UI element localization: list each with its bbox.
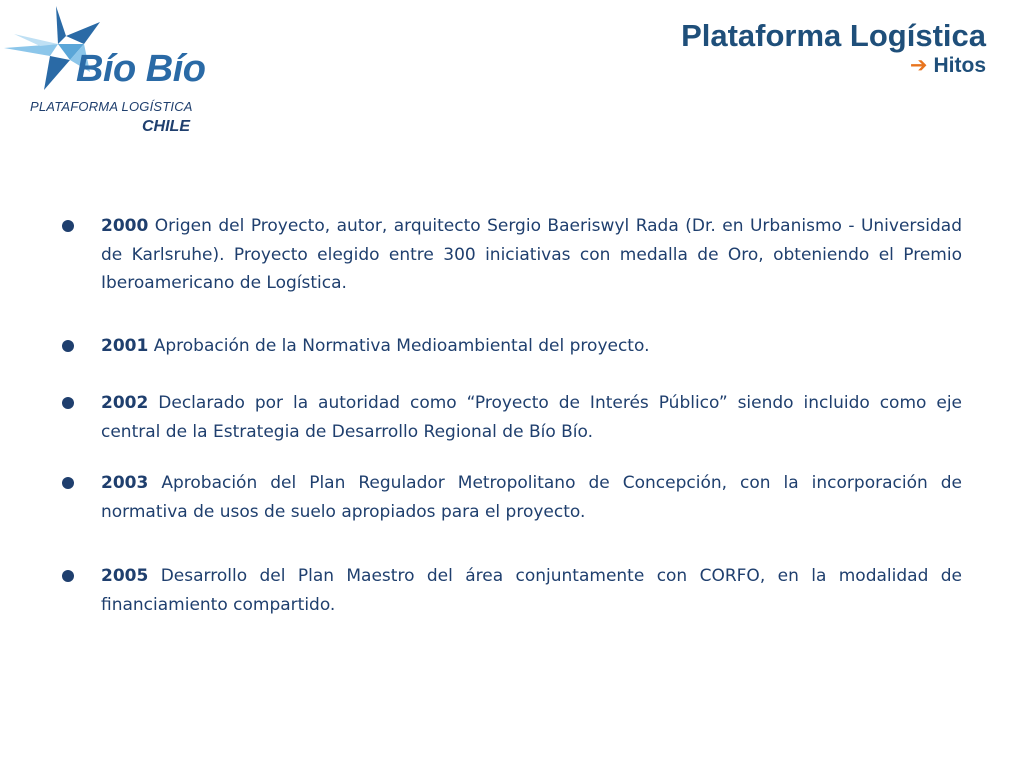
milestone-text <box>101 389 962 446</box>
milestone-text <box>101 332 962 361</box>
milestone-year: 2002 <box>101 393 149 413</box>
milestone-description: Origen del Proyecto, autor, arquitecto Sergio Baeriswyl Rada (Dr. en Urbanismo - Universidad de Karlsruhe). Proyecto elegido entre 300 iniciativas con medalla de Oro, obteniendo el Premio Iberoamericano de Logística. <box>101 216 962 293</box>
logo-country: CHILE <box>142 118 190 135</box>
slide-subtitle <box>681 54 986 78</box>
milestone-year: 2003 <box>101 473 149 493</box>
subtitle-text: Hitos <box>933 53 986 77</box>
logo-wordmark: Bío Bío <box>76 48 206 90</box>
arrow-right-icon: ➔ <box>909 53 928 77</box>
milestone-description: Desarrollo del Plan Maestro del área conjuntamente con CORFO, en la modalidad de financiamiento compartido. <box>101 566 962 615</box>
milestone-description: Declarado por la autoridad como “Proyecto de Interés Público” siendo incluido como eje central de la Estrategia de Desarrollo Regional de Bío Bío. <box>101 393 963 442</box>
logo-tagline: PLATAFORMA LOGÍSTICA <box>30 99 193 114</box>
bullet-dot-icon <box>62 340 74 352</box>
milestone-year: 2000 <box>101 216 149 236</box>
bullet-dot-icon <box>62 570 74 582</box>
bullet-dot-icon <box>62 477 74 489</box>
milestone-year: 2001 <box>101 336 149 356</box>
milestone-text <box>101 469 962 526</box>
bullet-dot-icon <box>62 397 74 409</box>
milestone-text <box>101 562 962 619</box>
bio-bio-logo <box>0 0 230 150</box>
bullet-dot-icon <box>62 220 74 232</box>
milestone-description: Aprobación de la Normativa Medioambiental del proyecto. <box>153 336 650 356</box>
milestone-year: 2005 <box>101 566 149 586</box>
slide-title: Plataforma Logística <box>681 18 986 53</box>
milestone-description: Aprobación del Plan Regulador Metropolitano de Concepción, con la incorporación de normativa de usos de suelo apropiados para el proyecto. <box>101 473 963 522</box>
slide-header <box>681 18 986 78</box>
milestone-text <box>101 212 962 298</box>
